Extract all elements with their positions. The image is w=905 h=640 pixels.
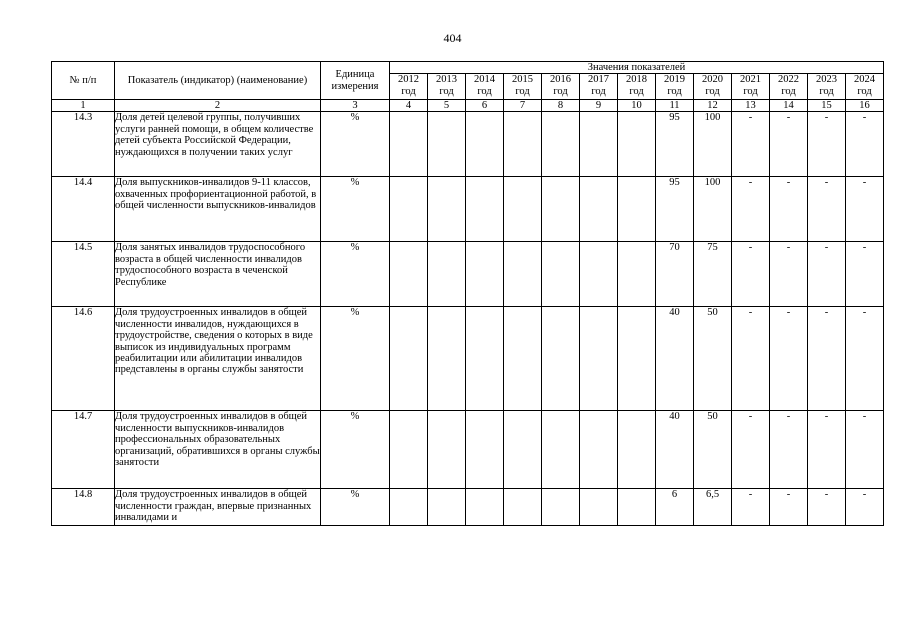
value-cell: - xyxy=(732,112,770,177)
column-number: 8 xyxy=(542,100,580,112)
value-cell xyxy=(504,489,542,526)
value-cell xyxy=(504,177,542,242)
column-number: 3 xyxy=(321,100,390,112)
value-cell xyxy=(466,489,504,526)
header-year: 2022 год xyxy=(770,74,808,100)
value-cell: - xyxy=(770,489,808,526)
value-cell: 95 xyxy=(656,177,694,242)
row-number: 14.3 xyxy=(52,112,115,177)
value-cell xyxy=(618,307,656,411)
column-numbers-row xyxy=(52,100,884,112)
value-cell: - xyxy=(846,112,884,177)
value-cell xyxy=(542,307,580,411)
header-year: 2012 год xyxy=(390,74,428,100)
value-cell xyxy=(390,411,428,489)
value-cell xyxy=(466,307,504,411)
header-unit: Единица измерения xyxy=(321,62,390,100)
header-year: 2018 год xyxy=(618,74,656,100)
table-row xyxy=(52,242,884,307)
indicator-name: Доля трудоустроенных инвалидов в общей численности инвалидов, нуждающихся в трудоустройстве, сведения о которых в виде выписок из индивидуальных программ реабилитации или абилитации инвалидов представлены в органы службы занятости xyxy=(115,307,321,411)
row-number: 14.6 xyxy=(52,307,115,411)
column-number: 11 xyxy=(656,100,694,112)
value-cell: 50 xyxy=(694,307,732,411)
value-cell: - xyxy=(770,307,808,411)
value-cell xyxy=(428,112,466,177)
table-body xyxy=(52,112,884,526)
value-cell: - xyxy=(808,411,846,489)
header-year: 2024 год xyxy=(846,74,884,100)
header-num: № п/п xyxy=(52,62,115,100)
value-cell xyxy=(542,489,580,526)
unit-cell: % xyxy=(321,489,390,526)
value-cell xyxy=(428,307,466,411)
value-cell: 70 xyxy=(656,242,694,307)
value-cell xyxy=(542,411,580,489)
table-row xyxy=(52,489,884,526)
column-number: 10 xyxy=(618,100,656,112)
value-cell: - xyxy=(808,177,846,242)
value-cell: - xyxy=(770,112,808,177)
value-cell xyxy=(618,411,656,489)
value-cell: 100 xyxy=(694,112,732,177)
indicator-name: Доля занятых инвалидов трудоспособного возраста в общей численности инвалидов трудоспособного возраста в чеченской Республике xyxy=(115,242,321,307)
value-cell xyxy=(542,242,580,307)
value-cell xyxy=(390,489,428,526)
value-cell: - xyxy=(846,242,884,307)
row-number: 14.5 xyxy=(52,242,115,307)
unit-cell: % xyxy=(321,411,390,489)
column-number: 4 xyxy=(390,100,428,112)
value-cell xyxy=(580,411,618,489)
header-year: 2013 год xyxy=(428,74,466,100)
value-cell xyxy=(466,177,504,242)
value-cell: - xyxy=(846,307,884,411)
table-row xyxy=(52,177,884,242)
value-cell: - xyxy=(846,489,884,526)
indicator-name: Доля трудоустроенных инвалидов в общей численности граждан, впервые признанных инвалидами и xyxy=(115,489,321,526)
value-cell xyxy=(580,177,618,242)
value-cell xyxy=(428,177,466,242)
value-cell xyxy=(390,307,428,411)
indicator-name: Доля трудоустроенных инвалидов в общей численности выпускников-инвалидов профессиональных образовательных организаций, обратившихся в органы службы занятости xyxy=(115,411,321,489)
row-number: 14.4 xyxy=(52,177,115,242)
value-cell xyxy=(390,177,428,242)
table-row xyxy=(52,411,884,489)
value-cell: 40 xyxy=(656,411,694,489)
value-cell: - xyxy=(770,177,808,242)
unit-cell: % xyxy=(321,242,390,307)
value-cell: 100 xyxy=(694,177,732,242)
value-cell xyxy=(390,112,428,177)
value-cell xyxy=(466,411,504,489)
header-indicator: Показатель (индикатор) (наименование) xyxy=(115,62,321,100)
value-cell: - xyxy=(808,307,846,411)
value-cell xyxy=(618,489,656,526)
header-year: 2019 год xyxy=(656,74,694,100)
column-number: 13 xyxy=(732,100,770,112)
value-cell: - xyxy=(732,242,770,307)
indicator-name: Доля выпускников-инвалидов 9-11 классов, охваченных профориентационной работой, в общей численности выпускников-инвалидов xyxy=(115,177,321,242)
column-number: 1 xyxy=(52,100,115,112)
value-cell xyxy=(618,242,656,307)
header-values: Значения показателей xyxy=(390,62,884,74)
header-year: 2023 год xyxy=(808,74,846,100)
column-number: 6 xyxy=(466,100,504,112)
value-cell: 6 xyxy=(656,489,694,526)
column-number: 14 xyxy=(770,100,808,112)
indicators-table xyxy=(51,61,884,526)
value-cell: - xyxy=(770,242,808,307)
header-year: 2017 год xyxy=(580,74,618,100)
row-number: 14.8 xyxy=(52,489,115,526)
value-cell xyxy=(390,242,428,307)
value-cell: 75 xyxy=(694,242,732,307)
value-cell: - xyxy=(808,489,846,526)
column-number: 7 xyxy=(504,100,542,112)
column-number: 9 xyxy=(580,100,618,112)
column-number: 16 xyxy=(846,100,884,112)
value-cell xyxy=(428,242,466,307)
page-number: 404 xyxy=(443,31,462,45)
value-cell: - xyxy=(808,242,846,307)
header-year: 2021 год xyxy=(732,74,770,100)
value-cell: - xyxy=(732,489,770,526)
value-cell: 6,5 xyxy=(694,489,732,526)
value-cell: - xyxy=(808,112,846,177)
unit-cell: % xyxy=(321,307,390,411)
value-cell xyxy=(618,112,656,177)
value-cell xyxy=(504,242,542,307)
header-year: 2014 год xyxy=(466,74,504,100)
unit-cell: % xyxy=(321,112,390,177)
column-number: 12 xyxy=(694,100,732,112)
indicator-name: Доля детей целевой группы, получивших услуги ранней помощи, в общем количестве детей субъекта Российской Федерации, нуждающихся в получении таких услуг xyxy=(115,112,321,177)
value-cell: 50 xyxy=(694,411,732,489)
value-cell xyxy=(504,411,542,489)
value-cell xyxy=(580,307,618,411)
value-cell: - xyxy=(732,177,770,242)
value-cell: - xyxy=(770,411,808,489)
column-number: 2 xyxy=(115,100,321,112)
header-year: 2020 год xyxy=(694,74,732,100)
column-number: 5 xyxy=(428,100,466,112)
value-cell xyxy=(428,411,466,489)
table-row xyxy=(52,307,884,411)
value-cell xyxy=(580,489,618,526)
value-cell xyxy=(618,177,656,242)
value-cell: - xyxy=(732,307,770,411)
row-number: 14.7 xyxy=(52,411,115,489)
value-cell xyxy=(504,112,542,177)
value-cell xyxy=(466,242,504,307)
value-cell xyxy=(542,112,580,177)
value-cell xyxy=(542,177,580,242)
value-cell xyxy=(428,489,466,526)
value-cell: 95 xyxy=(656,112,694,177)
value-cell xyxy=(580,112,618,177)
value-cell: 40 xyxy=(656,307,694,411)
header-year: 2015 год xyxy=(504,74,542,100)
column-number: 15 xyxy=(808,100,846,112)
unit-cell: % xyxy=(321,177,390,242)
value-cell xyxy=(466,112,504,177)
value-cell xyxy=(580,242,618,307)
header-year: 2016 год xyxy=(542,74,580,100)
value-cell xyxy=(504,307,542,411)
value-cell: - xyxy=(846,177,884,242)
value-cell: - xyxy=(732,411,770,489)
value-cell: - xyxy=(846,411,884,489)
table-row xyxy=(52,112,884,177)
